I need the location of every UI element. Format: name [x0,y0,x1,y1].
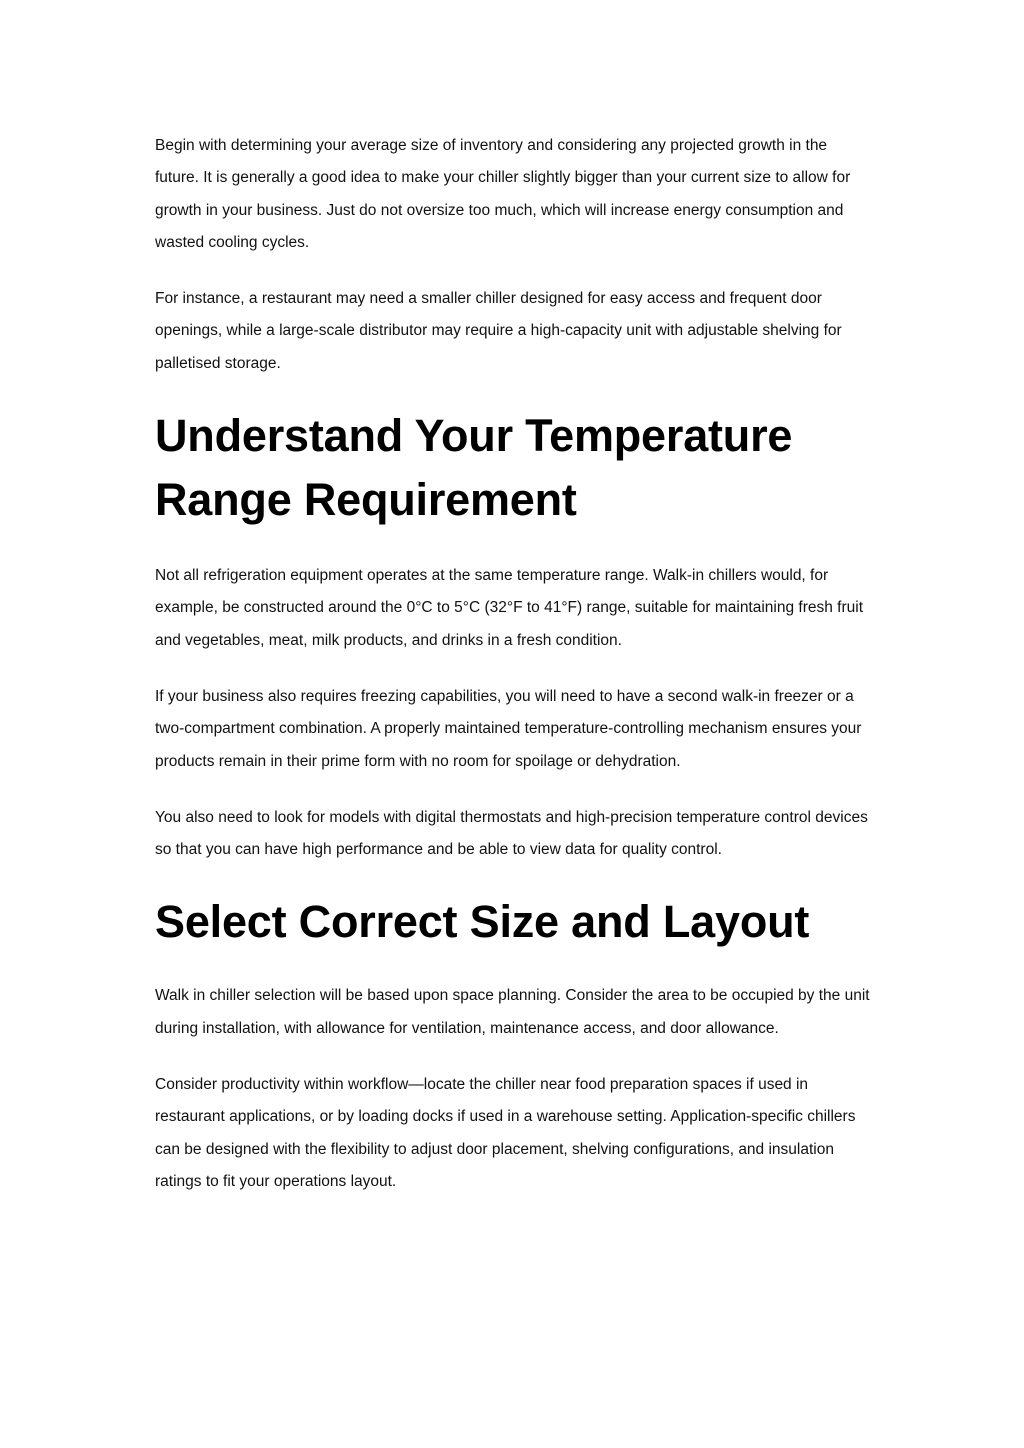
intro-paragraph-1: Begin with determining your average size of inventory and considering any projected growth in the future. It is generally a good idea to make your chiller slightly bigger than your current size to allow for growth in your business. Just do not oversize too much, which will increase energy consumption and wasted cooling cycles. [155,137,851,251]
temperature-paragraph-1: Not all refrigeration equipment operates at the same temperature range. Walk-in chillers would, for example, be constructed around the 0°C to 5°C (32°F to 41°F) range, suitable for maintaining fresh fruit and vegetables, meat, milk products, and drinks in a fresh condition. [155,567,864,649]
temperature-paragraph-2: If your business also requires freezing capabilities, you will need to have a second walk-in freezer or a two-compartment combination. A properly maintained temperature-controlling mechanism ensures your products remain in their prime form with no room for spoilage or dehydration. [155,687,862,770]
heading-size-layout: Select Correct Size and Layout [155,896,810,948]
intro-paragraph-2: For instance, a restaurant may need a smaller chiller designed for easy access and frequent door openings, while a large-scale distributor may require a high-capacity unit with adjustable shelving for palletised storage. [155,290,842,372]
temperature-paragraph-3: You also need to look for models with digital thermostats and high-precision temperature control devices so that you can have high performance and be able to view data for quality control. [155,808,868,859]
document-page [155,130,875,1222]
size-paragraph-1: Walk in chiller selection will be based upon space planning. Consider the area to be occupied by the unit during installation, with allowance for ventilation, maintenance access, and door allowance. [155,987,870,1037]
heading-temperature-range: Understand Your Temperature Range Requirement [155,410,793,526]
size-paragraph-2: Consider productivity within workflow—locate the chiller near food preparation spaces if used in restaurant applications, or by loading docks if used in a warehouse setting. Application-specific chillers can be designed with the flexibility to adjust door placement, shelving configurations, and insulation ratings to fit your operations layout. [155,1076,856,1190]
